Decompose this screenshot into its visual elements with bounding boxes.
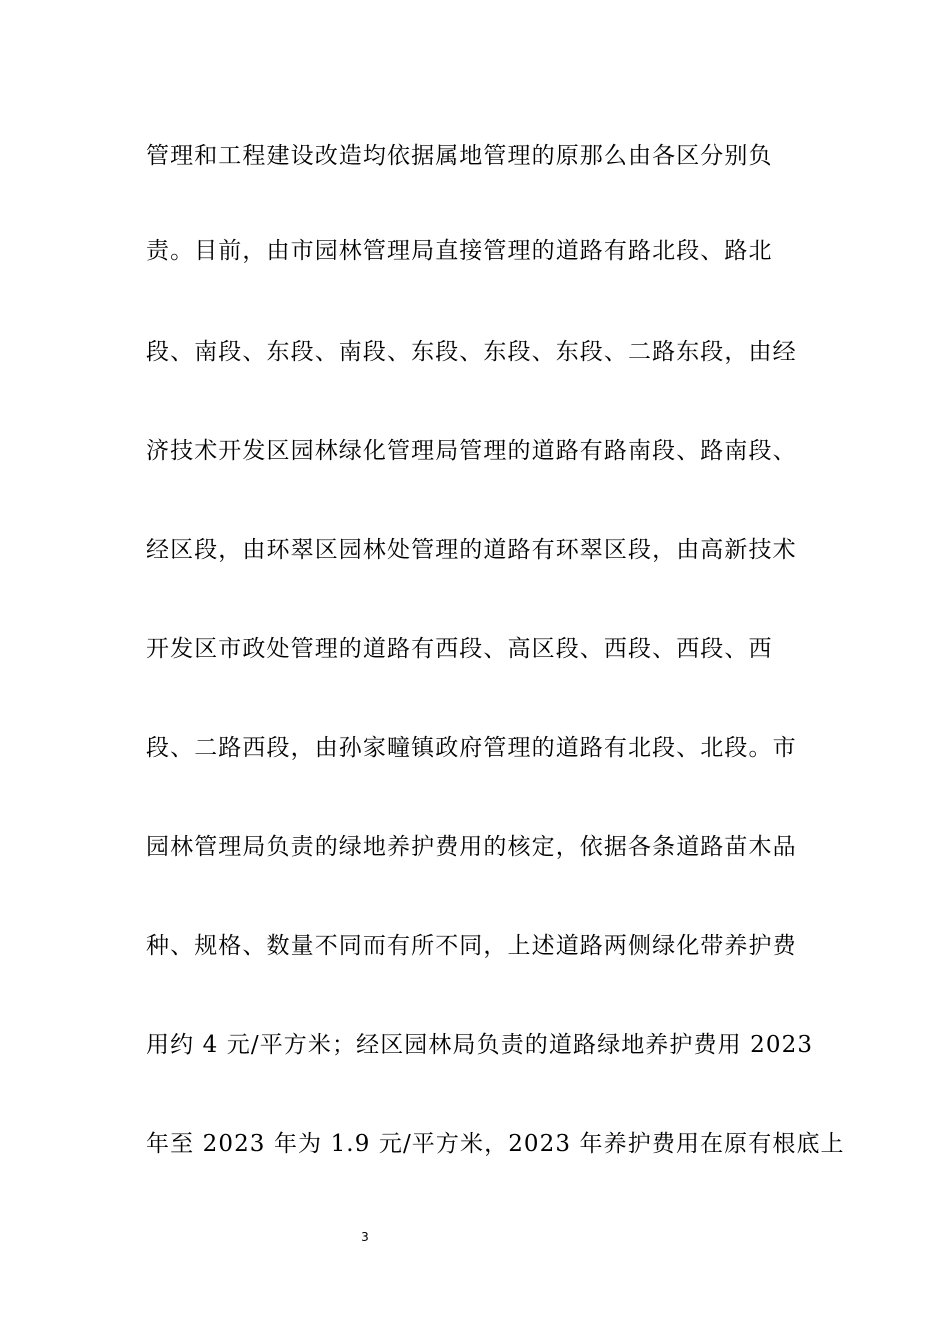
body-text-line-3: 段、南段、东段、南段、东段、东段、东段、二路东段，由经 bbox=[146, 339, 797, 365]
body-text-line-11: 年至 2023 年为 1.9 元/平方米，2023 年养护费用在原有根底上 bbox=[146, 1131, 845, 1157]
body-text-line-10: 用约 4 元/平方米；经区园林局负责的道路绿地养护费用 2023 bbox=[146, 1032, 814, 1058]
body-text-line-1: 管理和工程建设改造均依据属地管理的原那么由各区分别负 bbox=[146, 143, 773, 169]
body-text-line-7: 段、二路西段，由孙家疃镇政府管理的道路有北段、北段。市 bbox=[146, 735, 797, 761]
body-text-line-4: 济技术开发区园林绿化管理局管理的道路有路南段、路南段、 bbox=[146, 438, 797, 464]
page-number: 3 bbox=[361, 1230, 369, 1244]
body-text-line-5: 经区段，由环翠区园林处管理的道路有环翠区段，由高新技术 bbox=[146, 537, 797, 563]
body-text-line-8: 园林管理局负责的绿地养护费用的核定，依据各条道路苗木品 bbox=[146, 834, 797, 860]
body-text-line-6: 开发区市政处管理的道路有西段、高区段、西段、西段、西 bbox=[146, 636, 773, 662]
body-text-line-9: 种、规格、数量不同而有所不同，上述道路两侧绿化带养护费 bbox=[146, 933, 797, 959]
body-text-line-2: 责。目前，由市园林管理局直接管理的道路有路北段、路北 bbox=[146, 238, 773, 264]
